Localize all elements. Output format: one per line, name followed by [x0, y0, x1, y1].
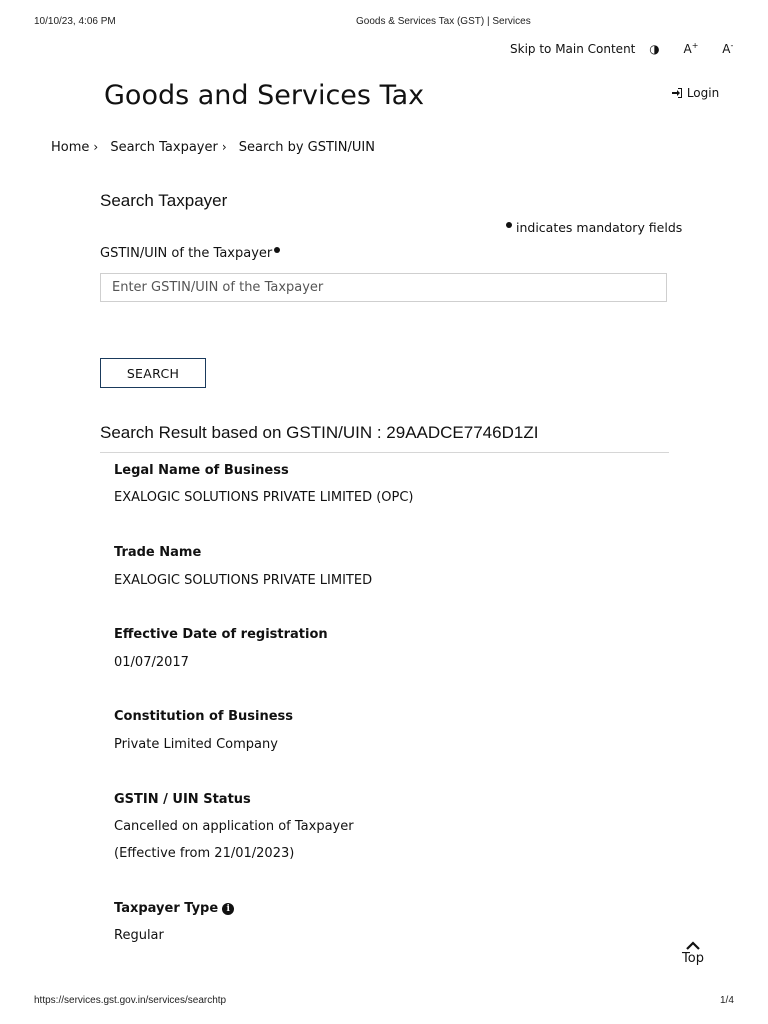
trade-name-label: Trade Name [114, 545, 202, 560]
print-doc-title: Goods & Services Tax (GST) | Services [356, 16, 531, 27]
legal-name-label: Legal Name of Business [114, 463, 289, 478]
site-title: Goods and Services Tax [104, 80, 425, 111]
search-button[interactable]: SEARCH [100, 358, 206, 388]
taxpayer-type-value: Regular [114, 928, 164, 943]
gstin-status-effective: (Effective from 21/01/2023) [114, 846, 295, 861]
gstin-field-label-text: GSTIN/UIN of the Taxpayer [100, 246, 273, 261]
constitution-label: Constitution of Business [114, 709, 294, 724]
font-increase-button[interactable] [674, 42, 699, 56]
font-decrease-button[interactable] [712, 42, 733, 56]
constitution-value: Private Limited Company [114, 737, 278, 752]
mandatory-note-text: indicates mandatory fields [515, 220, 683, 235]
font-increase-label: A [683, 42, 692, 56]
breadcrumb-search-taxpayer[interactable]: Search Taxpayer [110, 140, 218, 155]
search-section-title: Search Taxpayer [100, 191, 228, 210]
registration-date-label: Effective Date of registration [114, 627, 328, 642]
skip-to-main-link[interactable]: Skip to Main Content [510, 42, 636, 56]
print-url: https://services.gst.gov.in/services/searchtp [34, 995, 227, 1006]
login-link[interactable] [672, 86, 719, 100]
taxpayer-type-label-row [114, 901, 234, 916]
login-icon [672, 88, 683, 98]
mandatory-note [506, 220, 682, 235]
mandatory-dot-icon [506, 222, 512, 228]
contrast-toggle-icon[interactable]: ◑ [649, 42, 660, 56]
mandatory-dot-icon [274, 247, 280, 253]
registration-date-value: 01/07/2017 [114, 655, 189, 670]
gstin-status-value: Cancelled on application of Taxpayer [114, 819, 354, 834]
breadcrumb-separator: › [93, 140, 99, 154]
scroll-top-label: Top [682, 951, 704, 966]
legal-name-value: EXALOGIC SOLUTIONS PRIVATE LIMITED (OPC) [114, 490, 414, 505]
gstin-input[interactable] [100, 273, 667, 302]
login-label: Login [686, 86, 720, 100]
breadcrumb-separator: › [221, 140, 227, 154]
trade-name-value: EXALOGIC SOLUTIONS PRIVATE LIMITED [114, 573, 373, 588]
print-datetime: 10/10/23, 4:06 PM [34, 16, 116, 27]
search-result-heading: Search Result based on GSTIN/UIN : 29AADCE7746D1ZI [100, 423, 539, 442]
taxpayer-type-label: Taxpayer Type [114, 901, 219, 916]
breadcrumb-home[interactable]: Home [51, 140, 90, 155]
font-increase-sup: + [691, 41, 699, 50]
gstin-field-label [100, 246, 280, 261]
info-icon[interactable]: i [222, 903, 234, 915]
font-decrease-sup: - [730, 41, 734, 50]
gstin-status-label: GSTIN / UIN Status [114, 792, 251, 807]
scroll-top-button[interactable] [673, 941, 713, 966]
chevron-up-icon [685, 941, 701, 951]
breadcrumb [51, 140, 375, 155]
breadcrumb-current: Search by GSTIN/UIN [238, 140, 375, 155]
font-decrease-label: A [722, 42, 731, 56]
accessibility-bar [510, 41, 733, 56]
result-divider [100, 452, 669, 453]
print-page-number: 1/4 [720, 995, 734, 1006]
